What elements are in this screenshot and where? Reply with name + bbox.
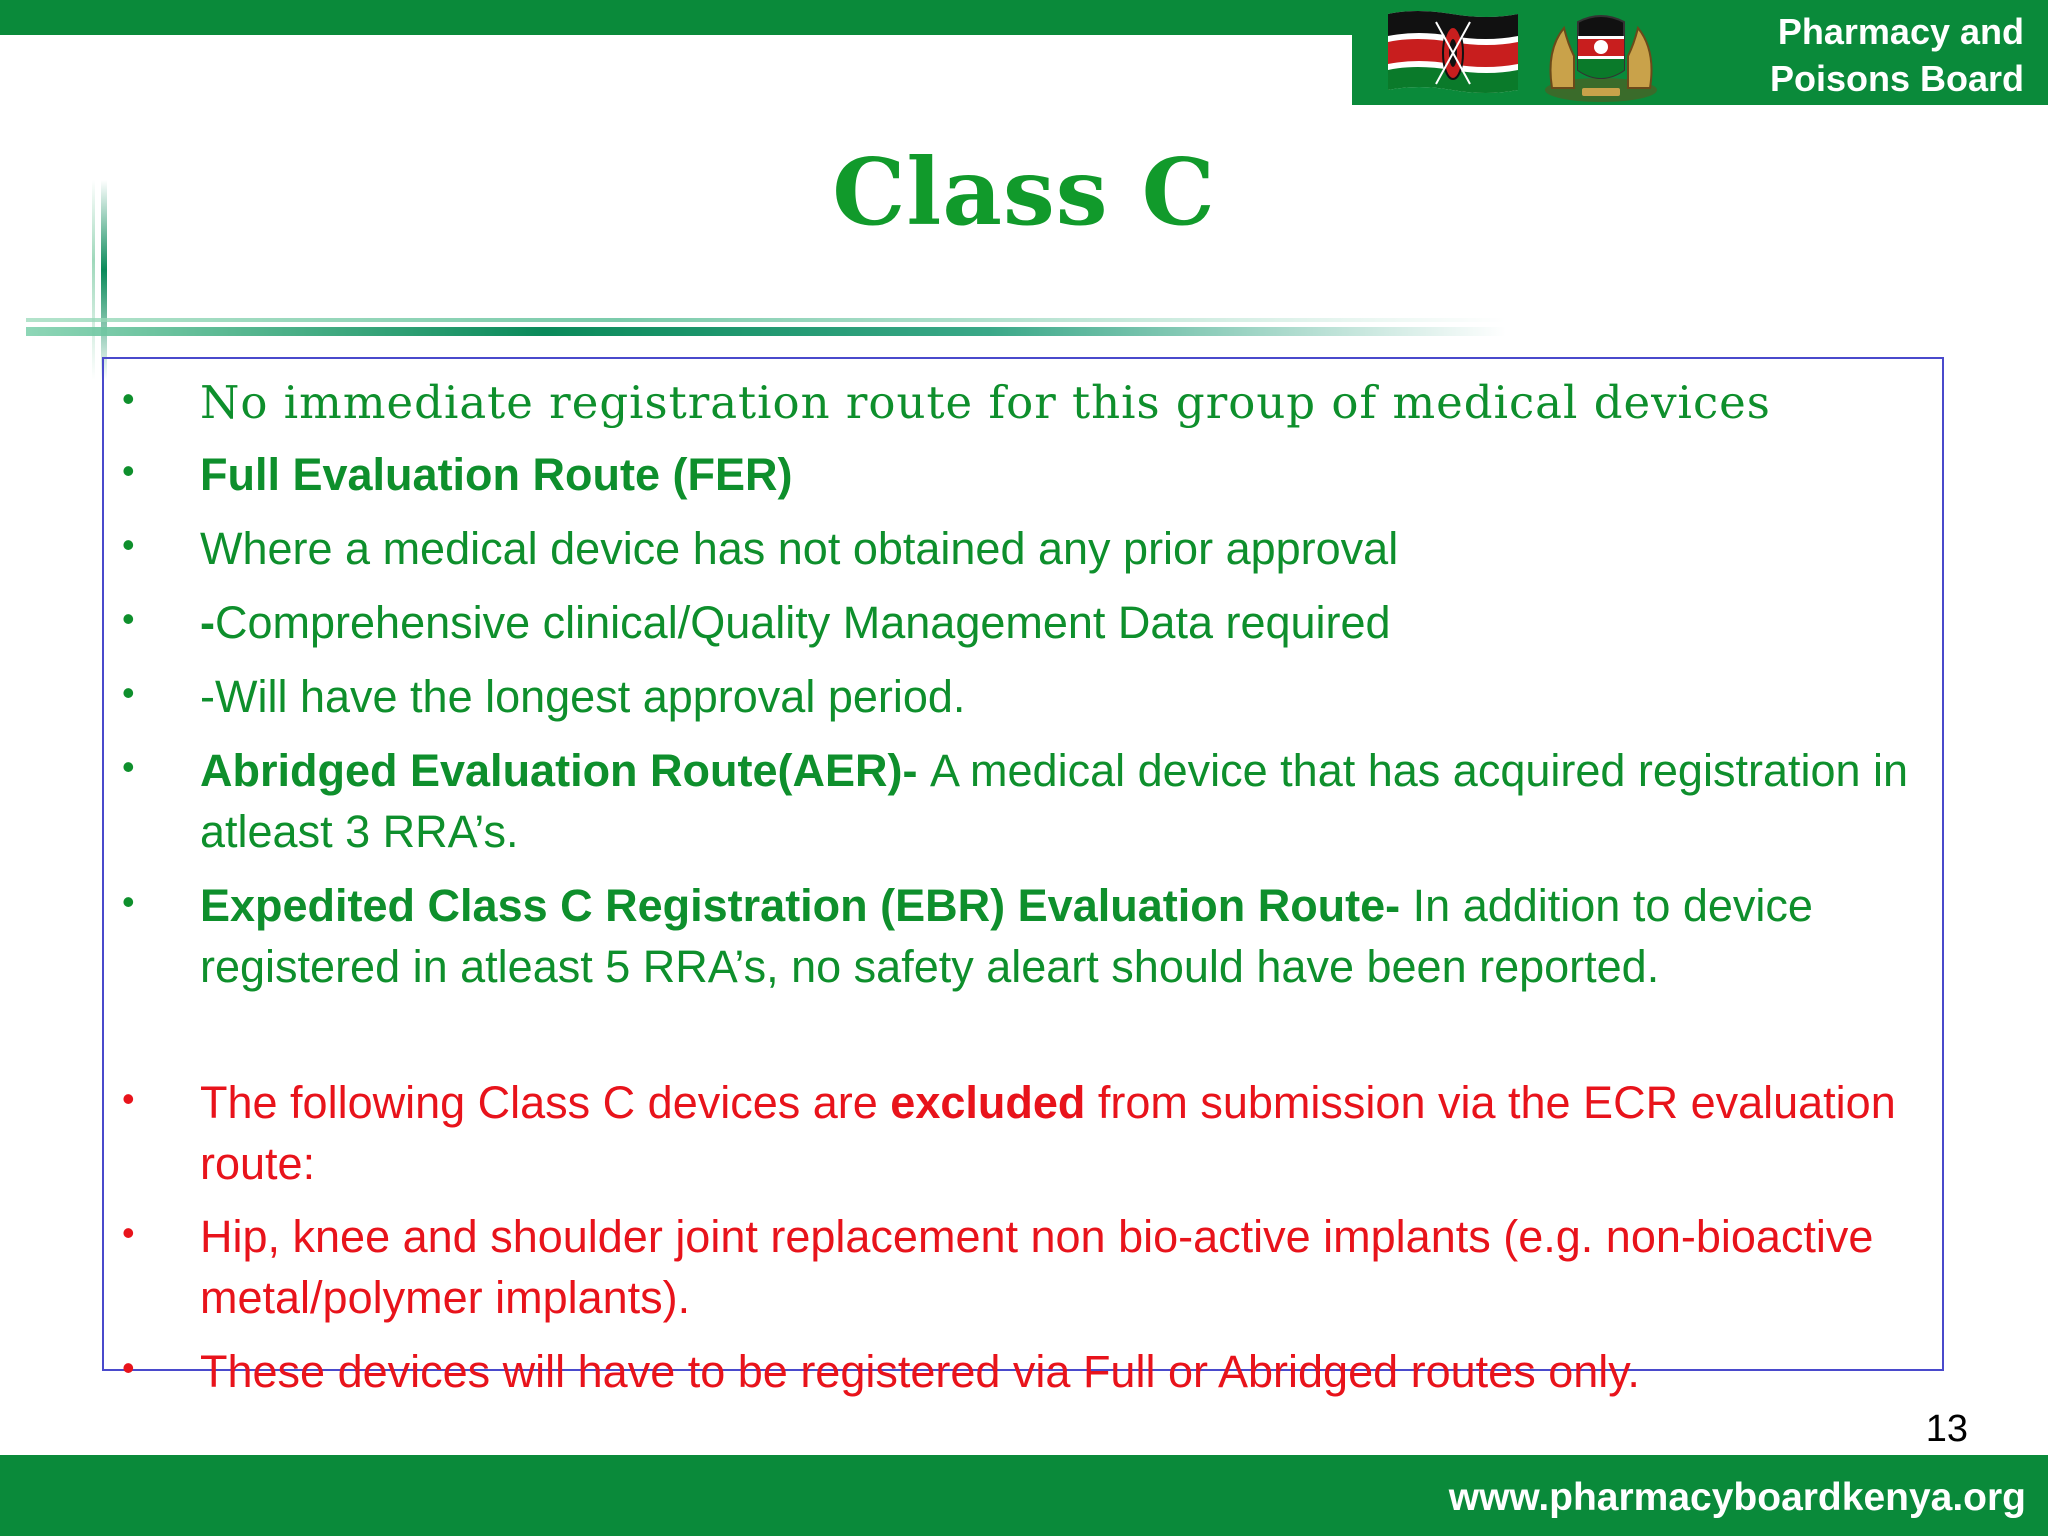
bullet-dot: • [122,672,135,713]
bullet-text-part: -Will have the longest approval period. [200,671,966,722]
bullet-text-bold: Expedited Class C Registration (EBR) Evaluation Route- [200,880,1413,931]
bullet-dot: • [122,746,135,787]
bullet-text [200,592,1910,653]
bullet-text-bold: - [200,597,215,648]
bullet-dot: • [122,1212,135,1253]
org-name-line1: Pharmacy and [1777,11,2024,52]
bullet-text-bold: excluded [890,1077,1086,1128]
org-name [1624,8,2024,102]
bullet-text-part: Comprehensive clinical/Quality Management Data required [215,597,1391,648]
bullet-dot: • [122,378,135,419]
bullet-dot: • [122,598,135,639]
bullet-text-part: Hip, knee and shoulder joint replacement non bio-active implants (e.g. non-bioactive metal/polymer implants). [200,1211,1874,1323]
bullet-text-part: A medical device that has acquired registration in atleast 3 RRA’s. [200,745,1909,857]
bullet-text-part: No immediate registration route for this group of medical devices [200,376,1771,429]
bullet-text [200,875,1910,997]
website-url: www.pharmacyboardkenya.org [1448,1476,2026,1519]
decor-vertical-line-light [92,180,95,380]
org-name-line2: Poisons Board [1769,58,2024,99]
bullet-text-part: These devices will have to be registered via Full or Abridged routes only. [200,1346,1640,1397]
page-number: 13 [1925,1408,1968,1450]
bullet-dot: • [122,1347,135,1388]
decor-vertical-line [101,180,107,380]
bullet-text [200,1072,1910,1194]
bullet-text [200,518,1910,579]
bullet-dot: • [122,1078,135,1119]
bullet-text-part: In addition to device registered in atleast 5 RRA’s, no safety aleart should have been reported. [200,880,1813,992]
bullet-text-part: from submission via the ECR evaluation route: [200,1077,1896,1189]
decor-horizontal-line-light [26,318,1506,322]
bullet-text [200,666,1910,727]
bullet-text-bold: Full Evaluation Route (FER) [200,449,793,500]
bullet-text-part: Where a medical device has not obtained any prior approval [200,523,1399,574]
bullet-text [200,740,1910,862]
bullet-dot: • [122,881,135,922]
bullet-text [200,1206,1910,1328]
decor-horizontal-line [26,327,1506,336]
kenya-coat-of-arms-icon [1538,0,1664,104]
bullet-text-part: The following Class C devices are [200,1077,891,1128]
bullet-text [200,444,1910,505]
bullet-text [200,1341,1910,1402]
header-white-area [0,35,1352,125]
bullet-text-bold: Abridged Evaluation Route(AER)- [200,745,930,796]
bullet-dot: • [122,450,135,491]
slide-title: Class C [832,138,1216,246]
bullet-dot: • [122,524,135,565]
kenya-flag-icon [1386,8,1520,96]
bullet-text [200,372,1910,433]
